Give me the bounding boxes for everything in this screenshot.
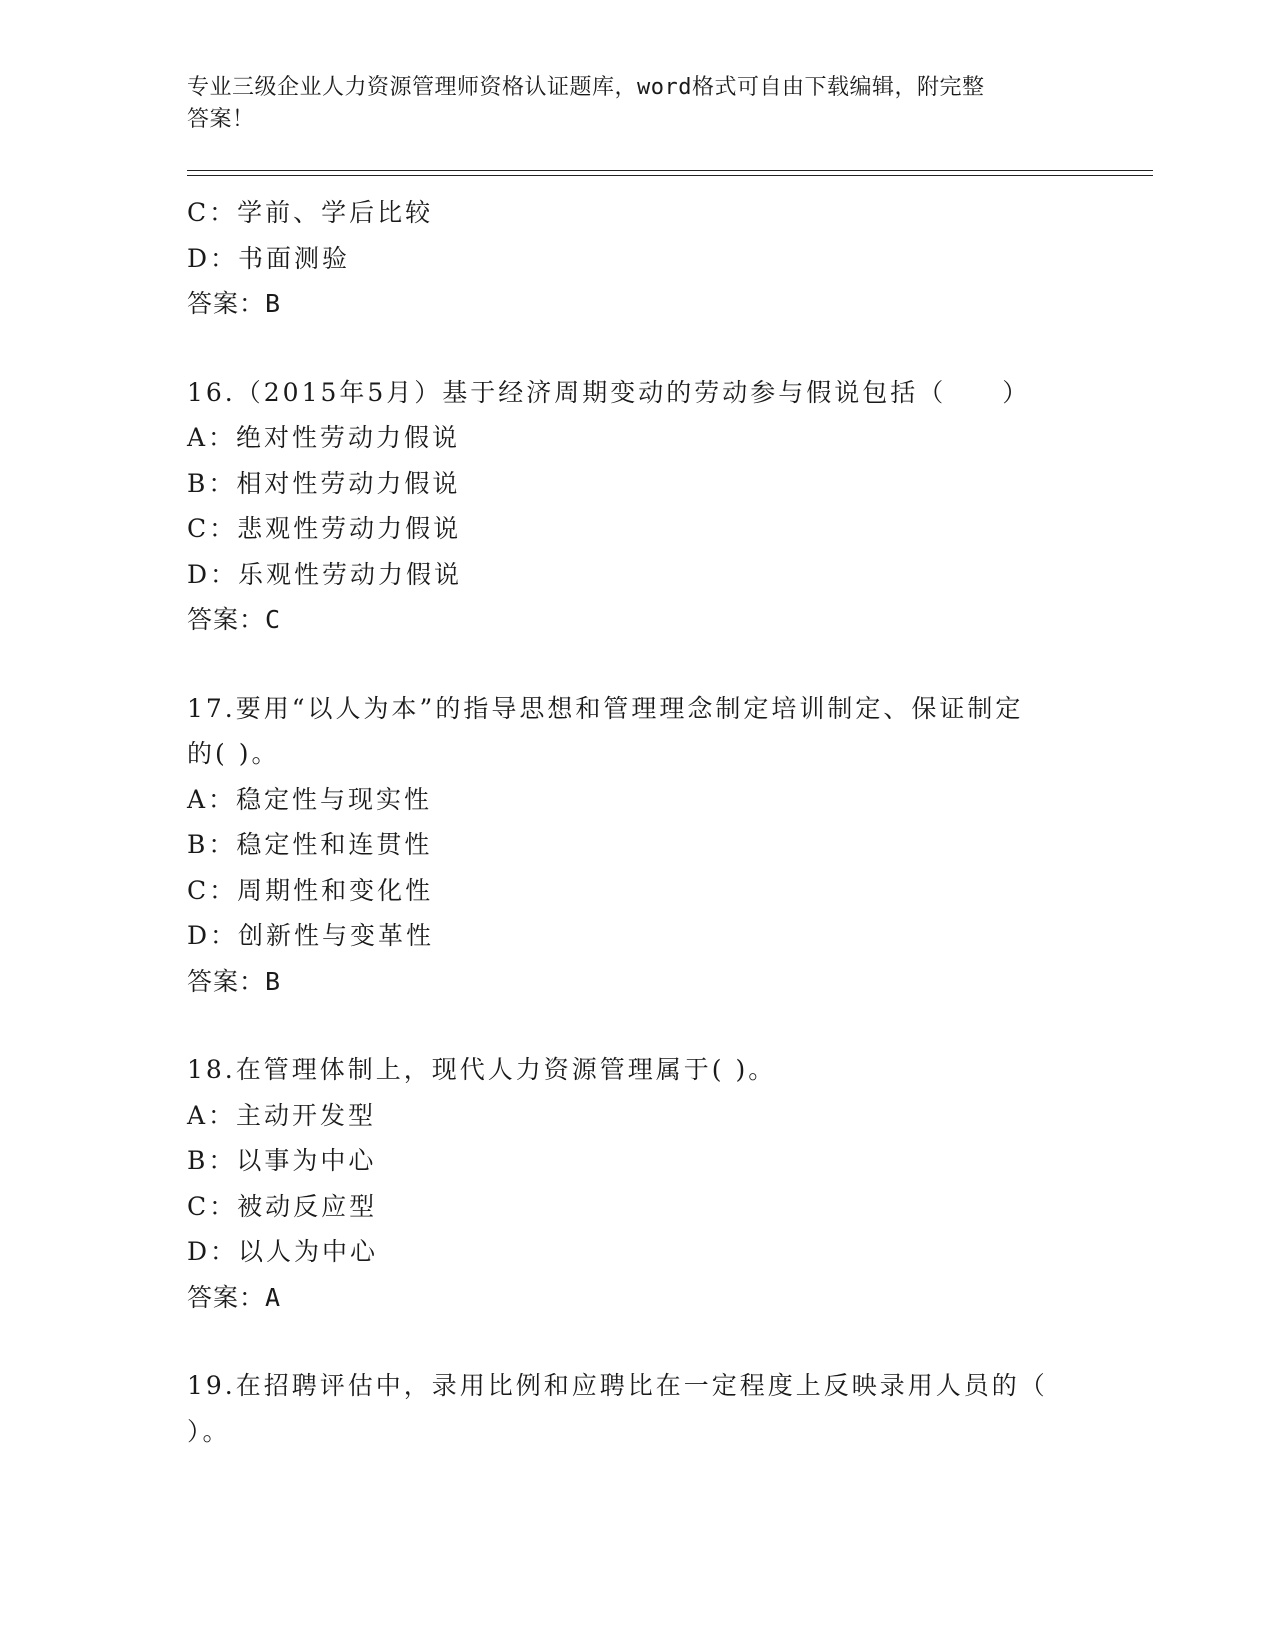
question-stem-line-2: 的( )。: [187, 739, 280, 768]
question-stem: 16.（2015年5月）基于经济周期变动的劳动参与假说包括（ ）: [187, 377, 1031, 407]
option-a: A：绝对性劳动力假说: [187, 423, 461, 452]
answer-line: 答案：C: [187, 605, 282, 634]
answer-line: 答案：A: [187, 1282, 282, 1312]
option-c: C：被动反应型: [187, 1191, 378, 1221]
option-b: B：以事为中心: [187, 1146, 377, 1175]
header-rule-top: [187, 170, 1153, 171]
option-b: B：稳定性和连贯性: [187, 830, 433, 859]
option-a: A：稳定性与现实性: [187, 784, 433, 814]
answer-line: 答案：B: [187, 966, 282, 996]
header-line-1: 专业三级企业人力资源管理师资格认证题库，word格式可自由下载编辑，附完整: [187, 75, 985, 100]
option-d: D：创新性与变革性: [187, 921, 435, 950]
question-18: [187, 1047, 1087, 1320]
option-d: D：书面测验: [187, 243, 351, 273]
question-stem-line-1: 17.要用“以人为本”的指导思想和管理理念制定培训制定、保证制定: [187, 693, 1024, 723]
header-line-2: 答案！: [187, 107, 255, 132]
question-17: [187, 686, 1087, 1005]
header-rule-bottom: [187, 175, 1153, 176]
option-c: C：悲观性劳动力假说: [187, 514, 462, 543]
option-a: A：主动开发型: [187, 1100, 377, 1130]
option-c: C：学前、学后比较: [187, 198, 434, 227]
page-header: [187, 72, 1067, 136]
question-15-tail: [187, 190, 1087, 327]
question-19: [187, 1363, 1087, 1454]
option-d: D：乐观性劳动力假说: [187, 559, 463, 589]
question-stem: 18.在管理体制上，现代人力资源管理属于( )。: [187, 1055, 777, 1084]
option-c: C：周期性和变化性: [187, 875, 434, 905]
answer-line: 答案：B: [187, 289, 282, 318]
question-stem-line-1: 19.在招聘评估中，录用比例和应聘比在一定程度上反映录用人员的（: [187, 1371, 1048, 1400]
question-stem-line-2: ）。: [187, 1416, 231, 1446]
option-b: B：相对性劳动力假说: [187, 468, 461, 498]
question-content: [187, 190, 1087, 1454]
question-16: [187, 370, 1087, 643]
option-d: D：以人为中心: [187, 1237, 379, 1266]
